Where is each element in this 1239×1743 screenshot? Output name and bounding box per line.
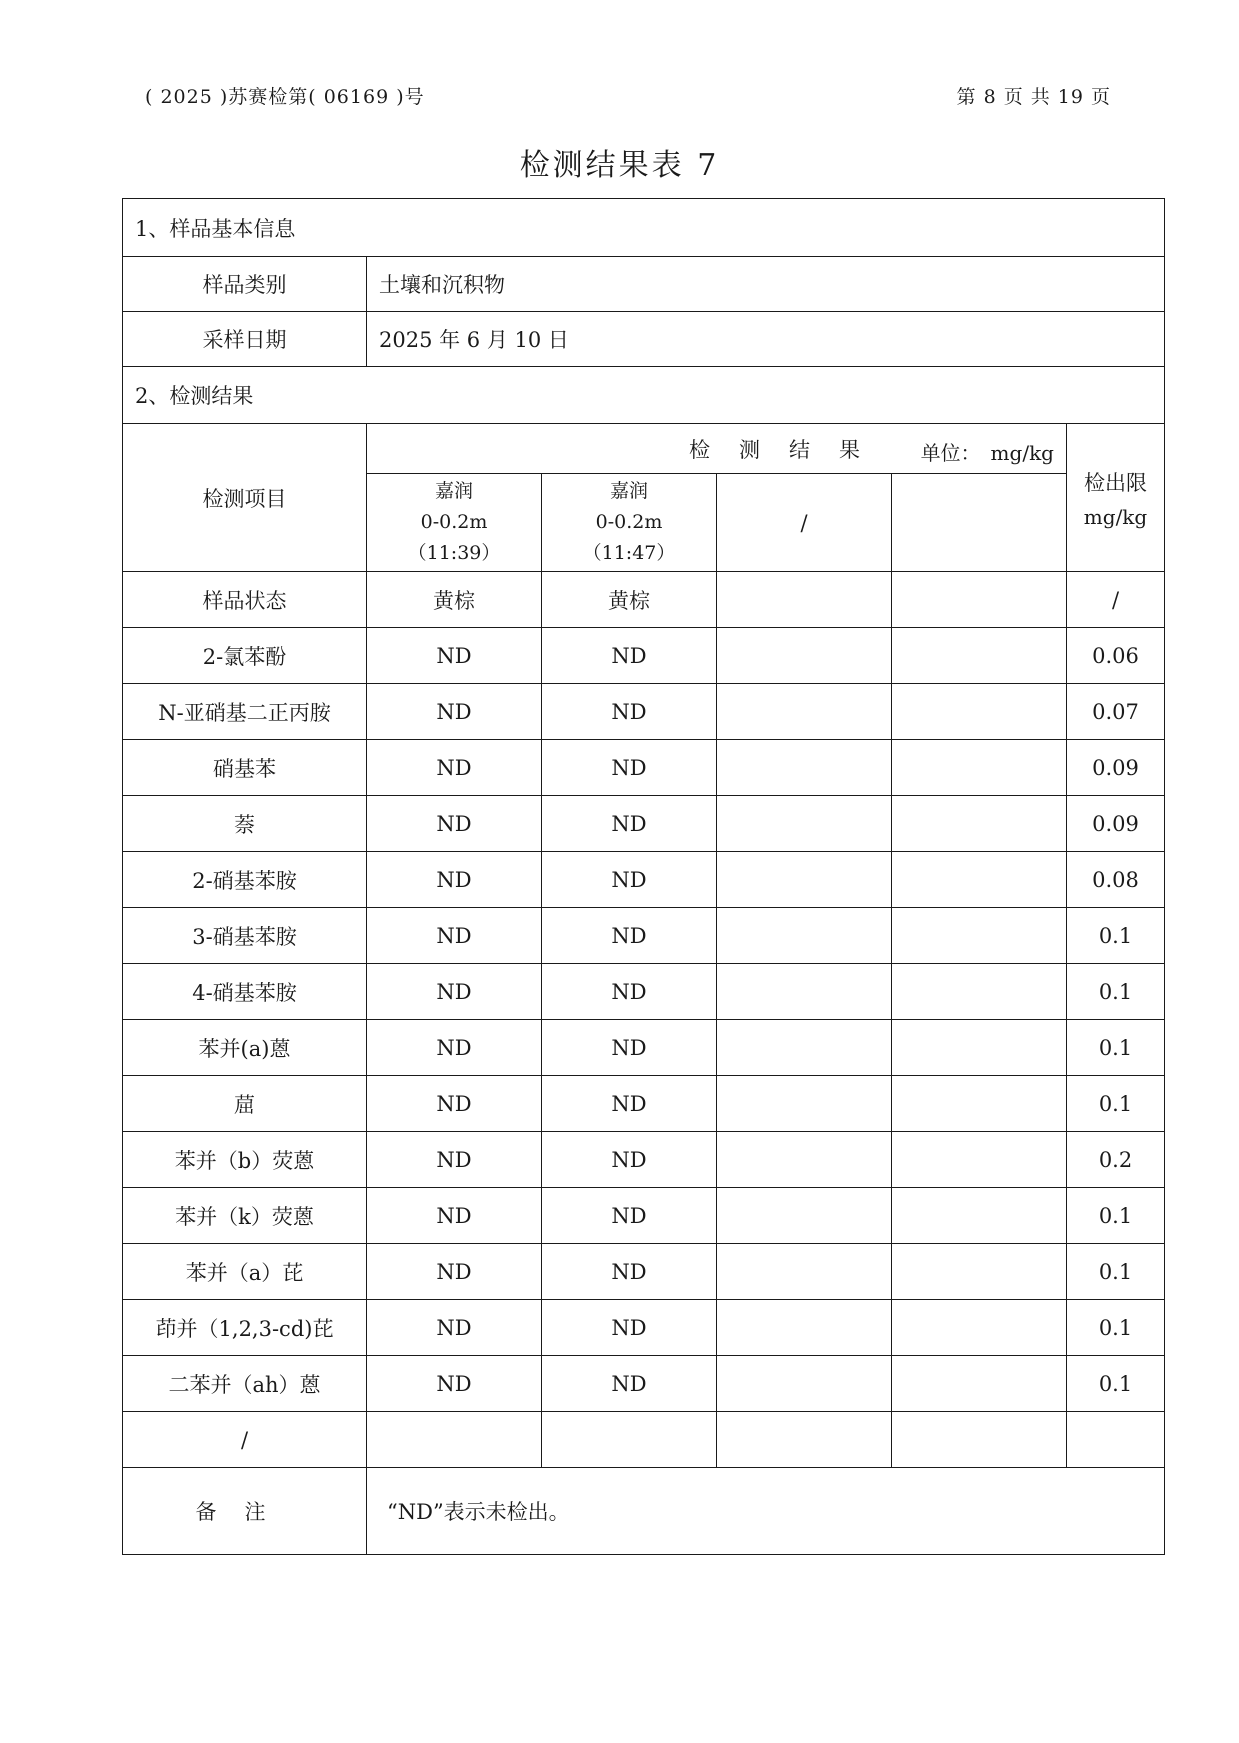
result-value <box>892 1188 1067 1244</box>
report-number: ( 2025 )苏赛检第( 06169 )号 <box>145 86 425 108</box>
item-name: 茚并（1,2,3-cd)芘 <box>123 1300 367 1356</box>
sample-name: 嘉润 <box>609 480 648 502</box>
item-name: 䓛 <box>123 1076 367 1132</box>
sampling-date-label: 采样日期 <box>123 312 367 367</box>
result-value: ND <box>367 796 542 852</box>
sample-category-label: 样品类别 <box>123 257 367 312</box>
sample-column-2 <box>542 474 717 572</box>
item-name: 苯并（k）荧蒽 <box>123 1188 367 1244</box>
result-value <box>717 1300 892 1356</box>
results-sheet <box>122 198 1164 1555</box>
detection-limit: 0.1 <box>1067 1300 1165 1356</box>
result-value <box>892 964 1067 1020</box>
item-name: 苯并（a）芘 <box>123 1244 367 1300</box>
result-value <box>892 1020 1067 1076</box>
result-value: ND <box>367 1188 542 1244</box>
result-value: ND <box>367 1356 542 1412</box>
result-value: ND <box>367 684 542 740</box>
result-value <box>892 1076 1067 1132</box>
result-value <box>717 1356 892 1412</box>
result-value <box>717 1132 892 1188</box>
detection-limit: 0.07 <box>1067 684 1165 740</box>
item-name: 4-硝基苯胺 <box>123 964 367 1020</box>
detection-limit: 0.1 <box>1067 1076 1165 1132</box>
item-name: 2-氯苯酚 <box>123 628 367 684</box>
result-value: ND <box>367 852 542 908</box>
table-row <box>123 1076 1165 1132</box>
result-value: ND <box>367 1300 542 1356</box>
detection-limit: 0.1 <box>1067 1356 1165 1412</box>
sample-state-value: 黄棕 <box>367 572 542 628</box>
item-name: 硝基苯 <box>123 740 367 796</box>
result-value: ND <box>542 1132 717 1188</box>
table-row <box>123 908 1165 964</box>
item-name: 苯并（b）荧蒽 <box>123 1132 367 1188</box>
result-value: ND <box>367 1020 542 1076</box>
note-label: 备注 <box>123 1468 367 1554</box>
detection-limit: 0.1 <box>1067 1188 1165 1244</box>
result-value <box>367 1412 542 1468</box>
sample-column-4 <box>892 474 1067 572</box>
result-value: ND <box>542 852 717 908</box>
sample-state-value: 黄棕 <box>542 572 717 628</box>
result-value <box>892 796 1067 852</box>
results-table-body <box>123 199 1165 1468</box>
sample-time: （11:47） <box>582 542 676 564</box>
result-value: ND <box>542 908 717 964</box>
detection-limit: 0.06 <box>1067 628 1165 684</box>
result-value <box>542 1412 717 1468</box>
detection-limit <box>1067 1412 1165 1468</box>
table-row <box>123 1412 1165 1468</box>
sample-column-3: / <box>717 474 892 572</box>
limit-header-line2: mg/kg <box>1083 504 1148 529</box>
result-value: ND <box>542 796 717 852</box>
result-value <box>892 684 1067 740</box>
table-row <box>123 1188 1165 1244</box>
results-header-label: 检 测 结 果 <box>689 437 864 462</box>
result-value: ND <box>367 964 542 1020</box>
table-row <box>123 1300 1165 1356</box>
table-row <box>123 1132 1165 1188</box>
sampling-date-value: 2025 年 6 月 10 日 <box>367 312 1165 367</box>
detection-limit: 0.1 <box>1067 908 1165 964</box>
result-value <box>717 908 892 964</box>
limit-header-line1: 检出限 <box>1084 470 1148 495</box>
sample-state-value <box>892 572 1067 628</box>
sample-state-limit: / <box>1067 572 1165 628</box>
result-value: ND <box>367 740 542 796</box>
result-value <box>892 1412 1067 1468</box>
item-name: 萘 <box>123 796 367 852</box>
detection-limit: 0.2 <box>1067 1132 1165 1188</box>
result-value <box>892 908 1067 964</box>
result-value: ND <box>542 1020 717 1076</box>
sample-category-value: 土壤和沉积物 <box>367 257 1165 312</box>
table-row <box>123 964 1165 1020</box>
section2-heading: 2、检测结果 <box>123 367 1165 424</box>
sample-depth: 0-0.2m <box>595 511 663 533</box>
result-value: ND <box>542 740 717 796</box>
detection-limit: 0.09 <box>1067 796 1165 852</box>
detection-limit: 0.1 <box>1067 1244 1165 1300</box>
section1-heading: 1、样品基本信息 <box>123 199 1165 257</box>
result-value <box>892 852 1067 908</box>
result-value <box>892 1132 1067 1188</box>
result-value <box>892 1244 1067 1300</box>
table-row <box>123 628 1165 684</box>
result-value <box>717 684 892 740</box>
result-value <box>892 740 1067 796</box>
item-header: 检测项目 <box>123 424 367 572</box>
result-value: ND <box>542 628 717 684</box>
result-value: ND <box>367 908 542 964</box>
results-header <box>367 424 1067 474</box>
page-title: 检测结果表 7 <box>519 148 720 183</box>
item-name: 2-硝基苯胺 <box>123 852 367 908</box>
table-row <box>123 852 1165 908</box>
result-value: ND <box>542 684 717 740</box>
result-value <box>717 740 892 796</box>
limit-header <box>1067 424 1165 572</box>
detection-limit: 0.1 <box>1067 964 1165 1020</box>
result-value <box>717 1244 892 1300</box>
item-name: 苯并(a)蒽 <box>123 1020 367 1076</box>
table-row <box>123 796 1165 852</box>
sample-name: 嘉润 <box>434 480 473 502</box>
table-row <box>123 740 1165 796</box>
table-row <box>123 1356 1165 1412</box>
result-value: ND <box>367 1244 542 1300</box>
result-value <box>717 1412 892 1468</box>
result-value <box>717 964 892 1020</box>
result-value <box>717 1076 892 1132</box>
item-name: / <box>123 1412 367 1468</box>
detection-limit: 0.08 <box>1067 852 1165 908</box>
result-value: ND <box>542 1356 717 1412</box>
table-row <box>123 1020 1165 1076</box>
result-value: ND <box>367 628 542 684</box>
item-name: 3-硝基苯胺 <box>123 908 367 964</box>
result-value: ND <box>367 1076 542 1132</box>
detection-limit: 0.09 <box>1067 740 1165 796</box>
result-value <box>717 1188 892 1244</box>
result-value <box>717 1020 892 1076</box>
result-value: ND <box>542 1188 717 1244</box>
page-number: 第 8 页 共 19 页 <box>956 86 1111 108</box>
item-name: N-亚硝基二正丙胺 <box>123 684 367 740</box>
result-value: ND <box>542 1244 717 1300</box>
detection-limit: 0.1 <box>1067 1020 1165 1076</box>
result-value <box>717 628 892 684</box>
result-value <box>717 852 892 908</box>
result-value: ND <box>542 964 717 1020</box>
result-value: ND <box>542 1076 717 1132</box>
result-value <box>892 628 1067 684</box>
unit-label: 单位： mg/kg <box>920 441 1054 465</box>
sample-state-value <box>717 572 892 628</box>
result-value: ND <box>542 1300 717 1356</box>
table-row <box>123 684 1165 740</box>
results-table <box>122 198 1165 1468</box>
sample-time: （11:39） <box>407 542 501 564</box>
result-value <box>892 1356 1067 1412</box>
sample-column-1 <box>367 474 542 572</box>
item-name: 二苯并（ah）蒽 <box>123 1356 367 1412</box>
table-row <box>123 1244 1165 1300</box>
result-value: ND <box>367 1132 542 1188</box>
note-text: “ND”表示未检出。 <box>367 1468 1165 1554</box>
sample-state-label: 样品状态 <box>123 572 367 628</box>
result-value <box>717 796 892 852</box>
sample-depth: 0-0.2m <box>420 511 488 533</box>
note-table <box>122 1468 1165 1555</box>
result-value <box>892 1300 1067 1356</box>
